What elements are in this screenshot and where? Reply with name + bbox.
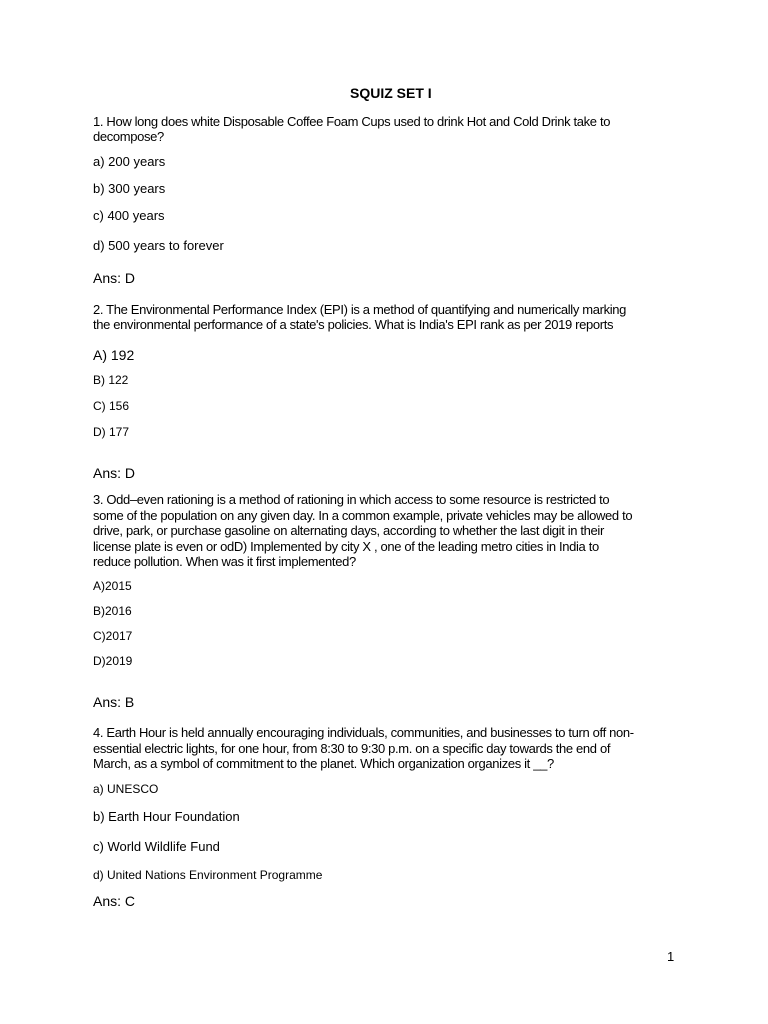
question-2-answer: Ans: D (93, 465, 136, 481)
question-3-answer: Ans: B (93, 694, 135, 710)
question-4-option-a: a) UNESCO (93, 782, 159, 796)
question-4-line-2: essential electric lights, for one hour, from 8:30 to 9:30 p.m. on a specific day towards the end of (93, 741, 611, 756)
question-4-option-c: c) World Wildlife Fund (93, 839, 220, 854)
question-3-line-1: 3. Odd–even rationing is a method of rationing in which access to some resource is restricted to (93, 492, 610, 507)
question-2-option-a: A) 192 (93, 347, 135, 363)
question-3-line-5: reduce pollution. When was it first implemented? (93, 554, 356, 569)
page-title: SQUIZ SET I (350, 85, 432, 101)
question-2-option-b: B) 122 (93, 373, 129, 387)
question-4-answer: Ans: C (93, 893, 136, 909)
question-2-option-c: C) 156 (93, 399, 130, 413)
question-4-line-1: 4. Earth Hour is held annually encouraging individuals, communities, and businesses to turn off non- (93, 725, 634, 740)
question-2-option-d: D) 177 (93, 425, 130, 439)
question-3-option-b: B)2016 (93, 604, 132, 618)
question-1-option-c: c) 400 years (93, 208, 165, 223)
question-4-option-b: b) Earth Hour Foundation (93, 809, 240, 824)
question-1-option-b: b) 300 years (93, 181, 166, 196)
question-1-option-d: d) 500 years to forever (93, 238, 224, 253)
question-1-line-1: 1. How long does white Disposable Coffee Foam Cups used to drink Hot and Cold Drink take to (93, 114, 611, 129)
question-1-line-2: decompose? (93, 129, 164, 144)
question-3-line-4: license plate is even or odD) Implemented by city X , one of the leading metro cities in India to (93, 539, 599, 554)
question-3-option-c: C)2017 (93, 629, 133, 643)
question-4-option-d: d) United Nations Environment Programme (93, 868, 323, 882)
question-2-line-1: 2. The Environmental Performance Index (EPI) is a method of quantifying and numerically marking (93, 302, 627, 317)
page-number: 1 (667, 949, 675, 964)
question-1-answer: Ans: D (93, 270, 136, 286)
question-3-line-2: some of the population on any given day. In a common example, private vehicles may be allowed to (93, 508, 633, 523)
question-3-line-3: drive, park, or purchase gasoline on alternating days, according to whether the last digit in their (93, 523, 604, 538)
question-3-option-a: A)2015 (93, 579, 132, 593)
question-4-line-3: March, as a symbol of commitment to the planet. Which organization organizes it __? (93, 756, 554, 771)
question-1-option-a: a) 200 years (93, 154, 166, 169)
question-3-option-d: D)2019 (93, 654, 133, 668)
question-2-line-2: the environmental performance of a state's policies. What is India's EPI rank as per 2019 reports (93, 317, 614, 332)
